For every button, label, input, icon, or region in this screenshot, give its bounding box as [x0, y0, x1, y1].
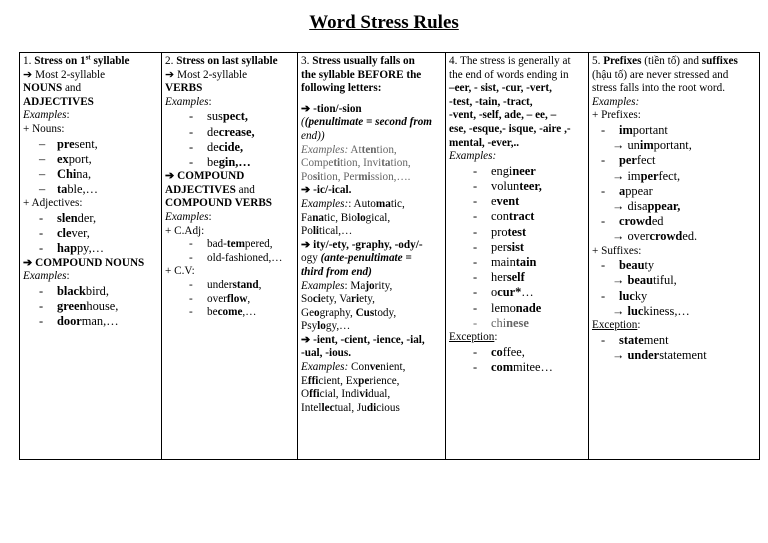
rule-heading: 3. Stress usually falls on — [301, 55, 415, 67]
example-word: → understatement — [612, 347, 707, 362]
rule-text: -ual, -ious. — [301, 347, 352, 360]
rule-note: third from end) — [301, 265, 372, 278]
rule-text: -vent, -self, ade, – ee, – — [449, 109, 557, 122]
rule-text: ➔ -tion/-sion — [301, 102, 362, 115]
category-label: + Prefixes: — [592, 109, 641, 122]
example-line: Competition, Invitation, — [301, 157, 411, 170]
rule-text: ➔ ity/-ety, -graphy, -ody/- — [301, 238, 423, 251]
example-word: - suspect, — [189, 109, 248, 124]
rule-note: ((penultimate = second from — [301, 116, 432, 129]
example-word: - commitee… — [473, 359, 553, 374]
rule-heading: 4. The stress is generally at — [449, 55, 571, 67]
example-word: – export, — [39, 151, 92, 166]
rule-text: ➔ COMPOUND — [165, 170, 245, 183]
rule-text: ➔ Most 2-syllable — [165, 68, 248, 81]
example-word: - greenhouse, — [39, 298, 119, 313]
rule-heading: 2. Stress on last syllable — [165, 55, 278, 67]
example-word: - become,… — [189, 306, 257, 319]
rule-text: ➔ COMPOUND NOUNS — [23, 256, 145, 269]
rule-heading: 5. Prefixes (tiền tố) and suffixes — [592, 55, 738, 67]
example-word: - appear — [601, 183, 653, 198]
example-line: Psylogy,… — [301, 320, 351, 333]
example-word: – China, — [39, 166, 92, 181]
example-word: - lemonade — [473, 300, 542, 315]
rule-heading: following letters: — [301, 82, 382, 95]
example-word: - chinese — [473, 315, 529, 330]
example-word: - bad-tempered, — [189, 238, 273, 251]
example-line: Examples:: Automatic, — [301, 197, 405, 210]
example-line: Examples: Majority, — [301, 279, 393, 292]
example-word: - decide, — [189, 139, 244, 154]
page-title: Word Stress Rules — [309, 12, 459, 33]
category-label: + Adjectives: — [23, 197, 83, 210]
example-word: - crowded — [601, 214, 664, 229]
rule-heading: stress falls into the root word. — [592, 82, 725, 95]
example-line: Efficient, Experience, — [301, 374, 400, 387]
example-word: - happy,… — [39, 241, 105, 256]
examples-label: Examples: — [165, 95, 212, 108]
example-line: Examples: Convenient, — [301, 361, 406, 374]
example-word: - coffee, — [473, 344, 525, 359]
examples-label: Examples: — [23, 109, 70, 122]
examples-label: Examples: — [449, 150, 497, 163]
examples-label: Examples: — [165, 210, 212, 223]
example-word: → luckiness,… — [612, 303, 690, 318]
example-word: → imperfect, — [612, 168, 681, 183]
example-line: Position, Permission,…. — [301, 170, 411, 183]
example-word: - ocur*… — [473, 285, 534, 300]
rule-column-2 — [162, 53, 298, 459]
rule-heading: the end of words ending in — [449, 68, 569, 81]
rule-text: –eer, - sist, -cur, -vert, — [449, 82, 552, 95]
example-word: - important — [601, 122, 668, 137]
example-word: – table,… — [39, 182, 98, 197]
example-word: → beautiful, — [612, 273, 677, 288]
category-label: + C.V: — [165, 265, 195, 278]
example-word: - lucky — [601, 288, 648, 303]
example-word: - engineer — [473, 163, 536, 178]
rule-text: ➔ Most 2-syllable — [23, 68, 106, 81]
rules-table — [19, 52, 760, 460]
example-word: - persist — [473, 239, 525, 254]
example-word: - doorman,… — [39, 314, 119, 329]
rule-text: COMPOUND VERBS — [165, 197, 273, 210]
example-word: → disappear, — [612, 198, 681, 213]
rule-text: -test, -tain, -tract, — [449, 95, 533, 108]
examples-label: Examples: — [23, 270, 70, 283]
rule-heading: (hậu tố) are never stressed and — [592, 68, 729, 81]
rule-column-3 — [298, 53, 446, 459]
category-label: + C.Adj: — [165, 224, 205, 237]
example-word: - perfect — [601, 153, 656, 168]
rule-heading: the syllable BEFORE the — [301, 68, 422, 81]
rule-text: NOUNS and — [23, 82, 82, 95]
rule-heading: 1. Stress on 1st syllable — [23, 53, 130, 67]
example-word: - protest — [473, 224, 527, 239]
rule-text: ➔ -ic/-ical. — [301, 184, 352, 197]
example-word: → overcrowded. — [612, 229, 698, 244]
example-word: - maintain — [473, 254, 537, 269]
example-word: - herself — [473, 270, 525, 285]
rule-column-5 — [589, 53, 759, 459]
rule-column-4 — [446, 53, 589, 459]
example-word: - understand, — [189, 278, 262, 291]
example-line: Examples: Attention, — [301, 143, 397, 156]
rule-text: ➔ -ient, -cient, -ience, -ial, — [301, 333, 425, 346]
example-line: Fanatic, Biological, — [301, 211, 391, 224]
example-word: - volunteer, — [473, 178, 542, 193]
example-word: - clever, — [39, 226, 90, 241]
example-word: - decrease, — [189, 124, 255, 139]
example-word: - overflow, — [189, 292, 251, 305]
rule-text: ADJECTIVES — [23, 95, 94, 108]
example-word: → unimportant, — [612, 138, 692, 153]
example-line: Political,… — [301, 225, 353, 238]
example-line: Intellectual, Judicious — [301, 401, 400, 414]
example-word: - old-fashioned,… — [189, 251, 283, 264]
rule-note: end)) — [301, 129, 325, 142]
example-line: Official, Individual, — [301, 388, 391, 401]
example-word: - blackbird, — [39, 283, 109, 298]
example-word: - begin,… — [189, 154, 251, 169]
category-label: + Nouns: — [23, 122, 65, 135]
exception-label: Exception: — [449, 330, 498, 343]
example-line: Society, Variety, — [301, 293, 375, 306]
examples-label: Examples: — [592, 95, 640, 108]
rule-text: ADJECTIVES and — [165, 183, 255, 196]
rule-text: ese, -esque,- isque, -aire ,- — [449, 122, 571, 135]
example-word: - beauty — [601, 258, 655, 273]
rule-text: VERBS — [165, 82, 203, 95]
category-label: + Suffixes: — [592, 244, 642, 257]
exception-label: Exception: — [592, 319, 641, 331]
example-word: - slender, — [39, 210, 97, 225]
example-word: – present, — [39, 136, 98, 151]
rule-column-1 — [20, 53, 162, 459]
example-word: - contract — [473, 209, 535, 224]
example-word: - event — [473, 194, 520, 209]
rule-text: ogy (ante-penultimate = — [301, 252, 412, 265]
example-line: Geography, Custody, — [301, 306, 397, 319]
example-word: - statement — [601, 332, 669, 347]
rule-text: mental, -ever,.. — [449, 136, 520, 149]
